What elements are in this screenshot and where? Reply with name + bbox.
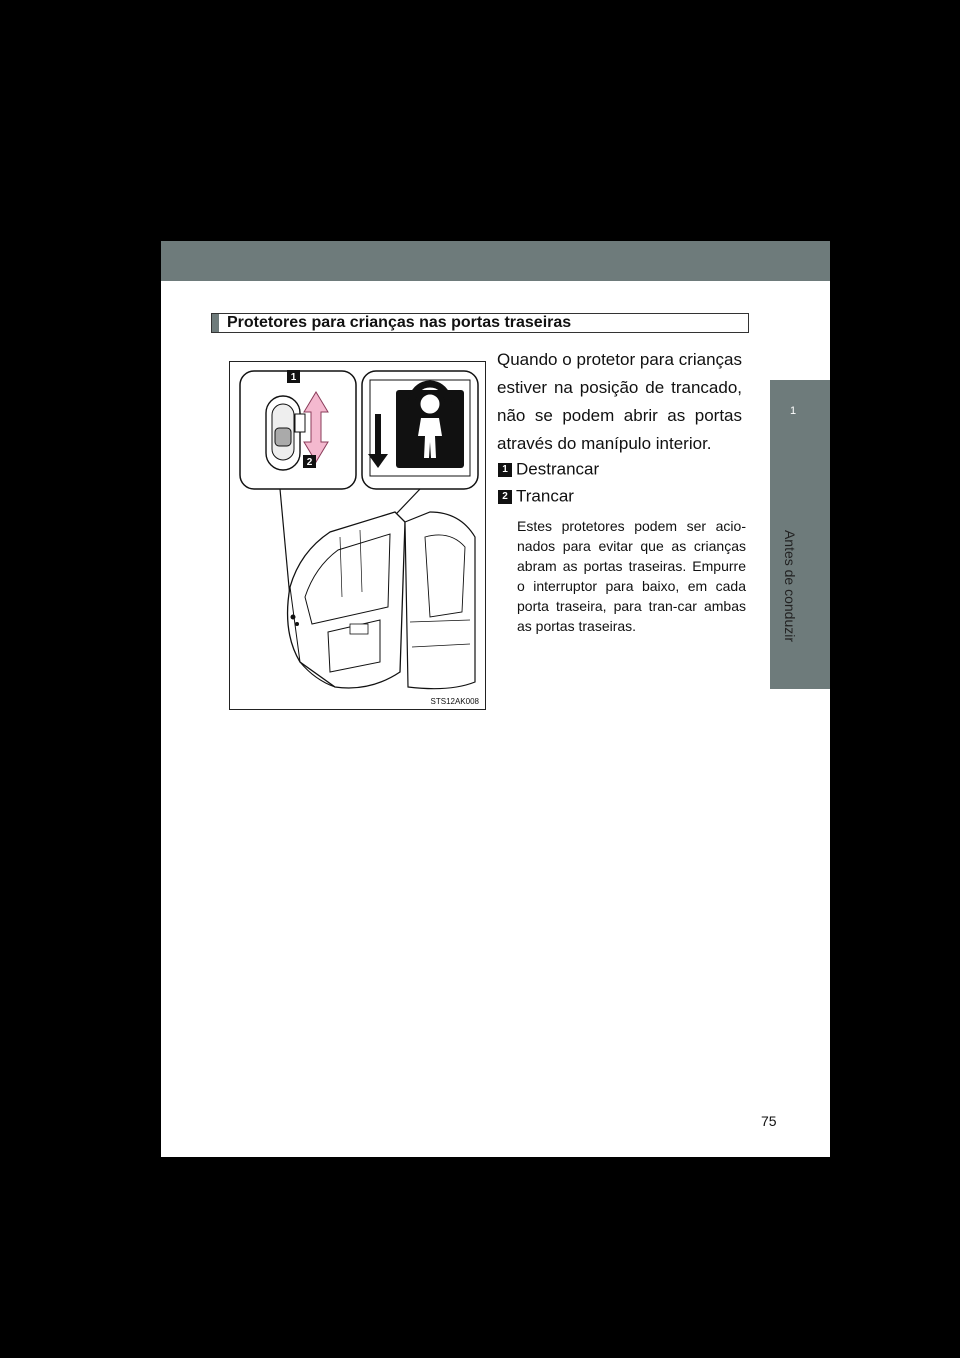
note-text: Estes protetores podem ser acio-nados para evitar que as crianças abram as portas traseiras. Empurre o interruptor para baixo, em cada porta traseira, para tran-car ambas as portas traseiras. [517, 518, 746, 634]
header-bar [161, 241, 830, 281]
step-label: Destrancar [516, 459, 600, 479]
manual-page [161, 241, 830, 1157]
page-number: 75 [761, 1113, 777, 1129]
section-title [211, 313, 749, 333]
step-number-badge: 2 [498, 490, 512, 504]
child-lock-drawing [230, 362, 485, 709]
section-title-text: Protetores para crianças nas portas traseiras [227, 314, 572, 331]
callout-1-label: 1 [290, 372, 297, 383]
chapter-number: 1 [789, 405, 797, 417]
step-unlock [498, 459, 599, 480]
step-lock [498, 486, 574, 507]
chapter-title: Antes de conduzir [782, 529, 798, 643]
step-label: Trancar [516, 486, 574, 506]
section-marker [212, 314, 219, 332]
body-text: Quando o protetor para crianças estiver na posição de trancado, não se podem abrir as portas através do manípulo interior. [497, 350, 742, 453]
chapter-tab [770, 380, 830, 689]
figure-code: STS12AK008 [430, 697, 479, 706]
callout-2-label: 2 [306, 457, 313, 468]
child-lock-illustration [229, 361, 486, 710]
step-number-badge: 1 [498, 463, 512, 477]
